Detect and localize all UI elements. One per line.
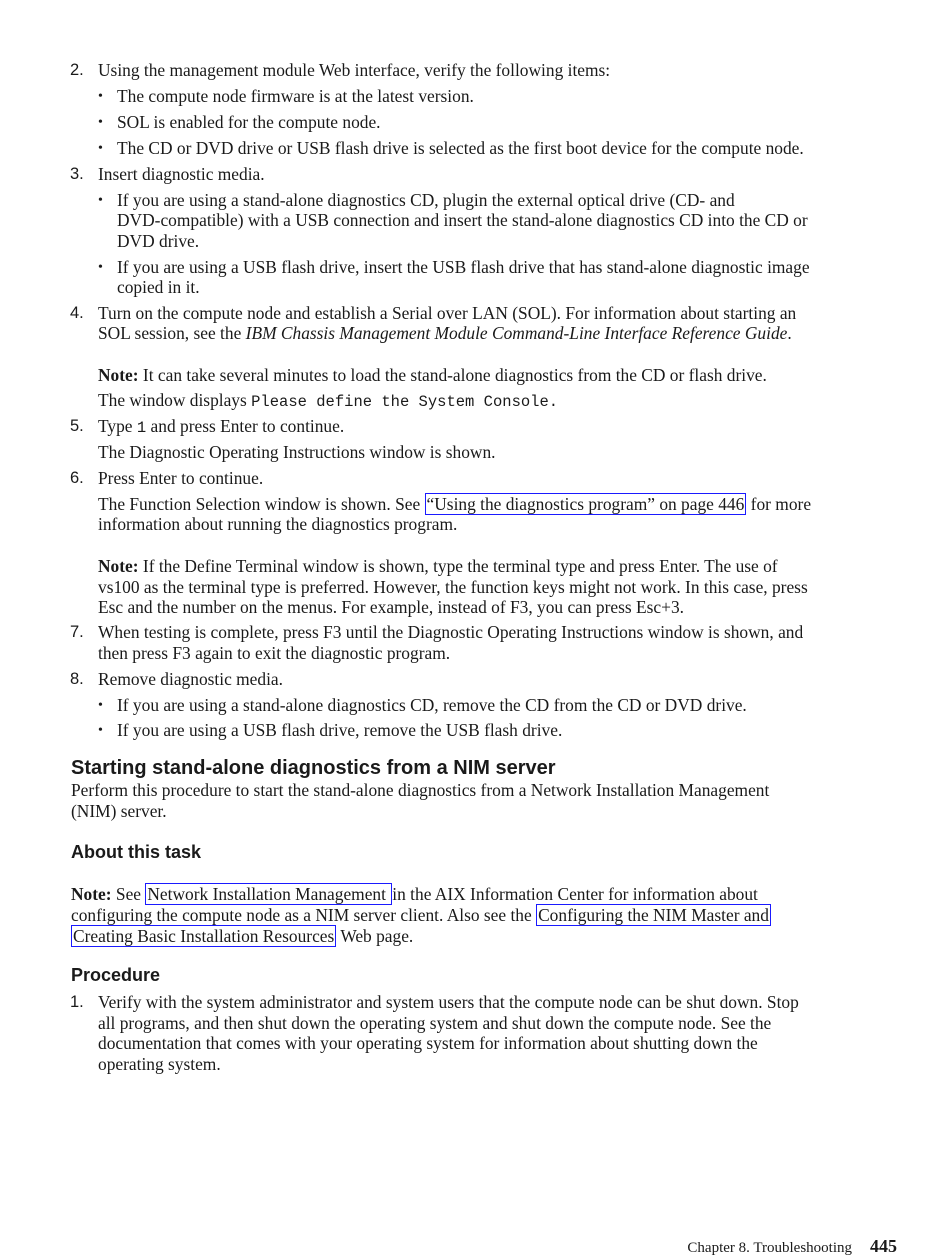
page-footer [687,1236,897,1257]
step-number: 2. [70,61,84,79]
guide-title: IBM Chassis Management Module Command-Line Interface Reference Guide [245,323,788,343]
step-text: Remove diagnostic media. [98,669,283,689]
bullet-text: If you are using a stand-alone diagnostics CD, plugin the external optical drive (CD- and [117,190,735,210]
note-text: It can take several minutes to load the stand-alone diagnostics from the CD or flash drive. [138,365,767,385]
configuring-nim-master-link-cont[interactable]: Creating Basic Installation Resources [73,926,335,946]
text-segment: for more [746,494,812,514]
note [98,556,778,577]
bullet-text: copied in it. [117,277,200,297]
step-text: Press Enter to continue. [98,468,264,488]
about-task-heading: About this task [71,842,202,862]
step-number: 5. [70,417,84,435]
step-subtext: The Diagnostic Operating Instructions window is shown. [98,442,496,462]
step-subtext: information about running the diagnostics program. [98,514,458,534]
nim-link[interactable]: Network Installation Management [147,884,391,904]
section-heading: Starting stand-alone diagnostics from a NIM server [71,757,556,779]
procedure-text: operating system. [98,1054,221,1074]
bullet-marker: • [98,193,103,208]
step-subtext [98,494,811,515]
text-segment: Type [98,416,137,436]
page-number: 445 [870,1236,897,1256]
step-number: 6. [70,469,84,487]
step-text: Turn on the compute node and establish a Serial over LAN (SOL). For information about starting an [98,303,797,323]
bullet-text: SOL is enabled for the compute node. [117,112,381,132]
section-intro: Perform this procedure to start the stand-alone diagnostics from a Network Installation Management [71,780,770,800]
step-number: 8. [70,670,84,688]
step-text: Insert diagnostic media. [98,164,265,184]
step-text-line2 [98,323,792,344]
step-number: 7. [70,623,84,641]
note-line [71,905,771,926]
note-text: vs100 as the terminal type is preferred. However, the function keys might not work. In this case, press [98,577,808,597]
bullet-marker: • [98,89,103,104]
note-label: Note: [98,365,139,385]
chapter-label: Chapter 8. Troubleshooting [687,1240,852,1256]
bullet-text: DVD drive. [117,231,200,251]
text-segment: configuring the compute node as a NIM server client. Also see the [71,905,537,925]
step-number: 4. [70,304,84,322]
bullet-marker: • [98,723,103,738]
procedure-heading: Procedure [71,965,161,985]
bullet-text: DVD-compatible) with a USB connection and insert the stand-alone diagnostics CD into the CD or [117,210,808,230]
note-text: Esc and the number on the menus. For example, instead of F3, you can press Esc+3. [98,597,684,617]
text-segment: The window displays [98,390,252,410]
bullet-marker: • [98,260,103,275]
note-label: Note: [98,556,139,576]
procedure-text: documentation that comes with your operating system for information about shutting down the [98,1033,758,1053]
key-code: 1 [136,419,147,437]
note-label: Note: [71,884,112,904]
text-segment: Web page. [336,926,414,946]
step-number: 1. [70,993,84,1011]
text-segment: in the AIX Information Center for information about [392,884,758,904]
bullet-marker: • [98,115,103,130]
step-text: When testing is complete, press F3 until the Diagnostic Operating Instructions window is shown, and [98,622,804,642]
text-segment: See [111,884,146,904]
step-text [98,416,344,439]
text-segment: The Function Selection window is shown. See [98,494,425,514]
bullet-text: If you are using a USB flash drive, remove the USB flash drive. [117,720,563,740]
note-text: If the Define Terminal window is shown, type the terminal type and press Enter. The use of [138,556,778,576]
procedure-text: all programs, and then shut down the operating system and shut down the compute node. See the [98,1013,772,1033]
bullet-text: The CD or DVD drive or USB flash drive is selected as the first boot device for the compute node. [117,138,804,158]
note [71,884,758,905]
bullet-marker: • [98,141,103,156]
bullet-text: If you are using a stand-alone diagnostics CD, remove the CD from the CD or DVD drive. [117,695,747,715]
bullet-text: If you are using a USB flash drive, insert the USB flash drive that has stand-alone diagnostic image [117,257,810,277]
note-line [71,926,413,947]
text-segment: and press Enter to continue. [146,416,345,436]
note [98,365,767,386]
bullet-text: The compute node firmware is at the latest version. [117,86,474,106]
bullet-marker: • [98,698,103,713]
console-text: Please define the System Console. [251,393,559,411]
text-segment: . [787,323,792,343]
configuring-nim-master-link[interactable]: Configuring the NIM Master and [538,905,769,925]
procedure-text: Verify with the system administrator and system users that the compute node can be shut down. Stop [98,992,799,1012]
section-intro: (NIM) server. [71,801,167,821]
window-message [98,390,558,413]
text-segment: SOL session, see the [98,323,246,343]
step-number: 3. [70,165,84,183]
diagnostics-program-link[interactable]: “Using the diagnostics program” on page 446 [426,494,745,514]
step-text: Using the management module Web interface, verify the following items: [98,60,611,80]
step-text: then press F3 again to exit the diagnostic program. [98,643,451,663]
